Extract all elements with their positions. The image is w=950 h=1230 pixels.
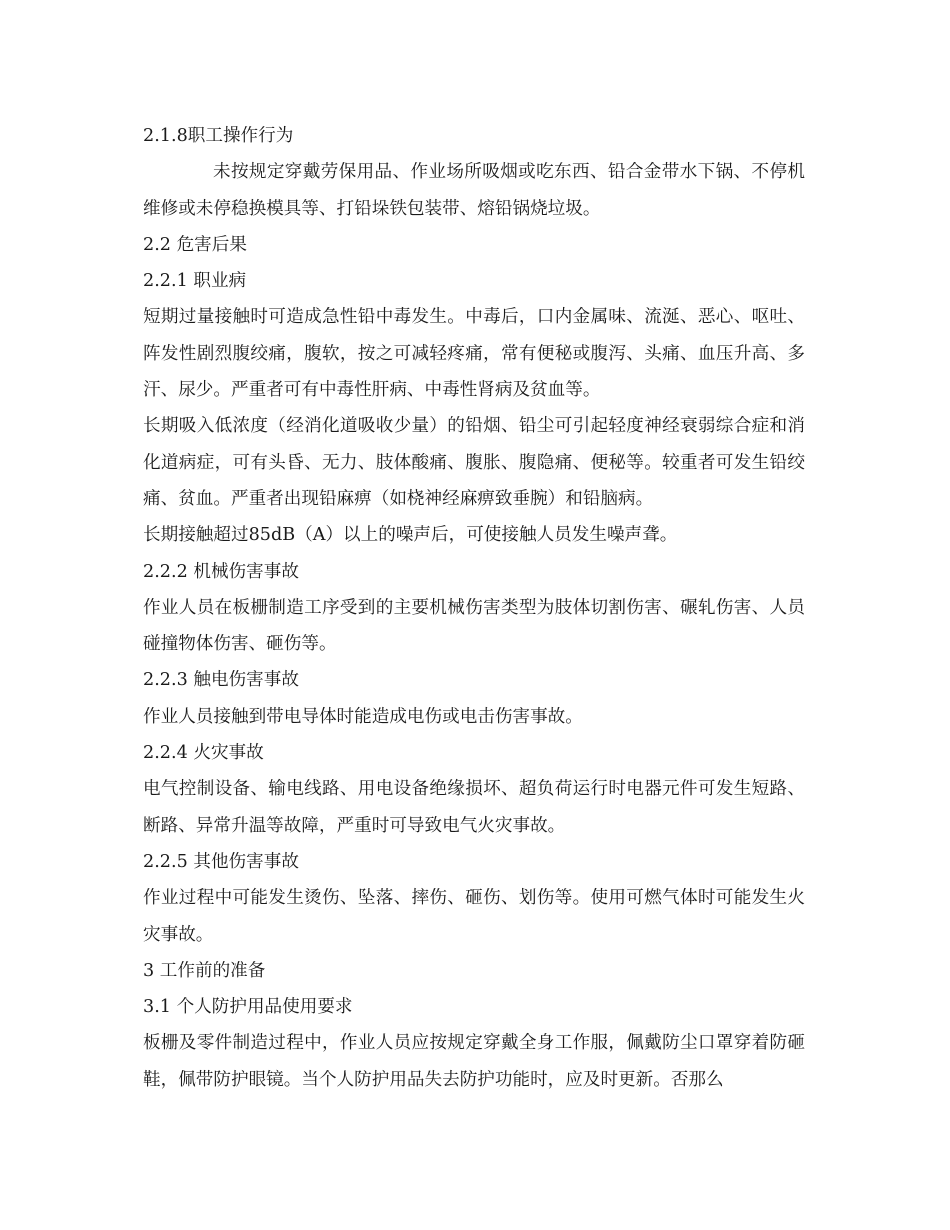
section-heading: 2.2.1 职业病 [143, 271, 247, 292]
section-heading: 2.2.5 其他伤害事故 [143, 851, 299, 872]
document-body [143, 118, 805, 1098]
paragraph: 作业人员在板栅制造工序受到的主要机械伤害类型为肢体切割伤害、碾轧伤害、人员碰撞物体伤害、砸伤等。 [143, 597, 805, 655]
section-heading: 3.1 个人防护用品使用要求 [143, 997, 353, 1018]
paragraph: 作业过程中可能发生烫伤、坠落、摔伤、砸伤、划伤等。使用可燃气体时可能发生火灾事故。 [143, 888, 805, 945]
section-heading: 2.1.8职工操作行为 [143, 126, 294, 146]
section-heading: 2.2.2 机械伤害事故 [143, 561, 299, 582]
paragraph: 板栅及零件制造过程中，作业人员应按规定穿戴全身工作服，佩戴防尘口罩穿着防砸鞋，佩带防护眼镜。当个人防护用品失去防护功能时，应及时更新。否那么 [143, 1033, 805, 1090]
section-heading: 3 工作前的准备 [143, 960, 266, 981]
paragraph: 短期过量接触时可造成急性铅中毒发生。中毒后，口内金属味、流涎、恶心、呕吐、阵发性剧烈腹绞痛，腹软，按之可减轻疼痛，常有便秘或腹泻、头痛、血压升高、多汗、尿少。严重者可有中毒性肝病、中毒性肾病及贫血等。 [143, 307, 805, 401]
paragraph: 作业人员接触到带电导体时能造成电伤或电击伤害事故。 [143, 706, 583, 727]
paragraph: 电气控制设备、输电线路、用电设备绝缘损坏、超负荷运行时电器元件可发生短路、断路、异常升温等故障，严重时可导致电气火灾事故。 [143, 779, 805, 836]
paragraph: 长期接触超过85dB（A）以上的噪声后，可使接触人员发生噪声聋。 [143, 525, 678, 546]
section-heading: 2.2.4 火灾事故 [143, 743, 264, 764]
paragraph: 长期吸入低浓度（经消化道吸收少量）的铅烟、铅尘可引起轻度神经衰弱综合症和消化道病症，可有头昏、无力、肢体酸痛、腹胀、腹隐痛、便秘等。较重者可发生铅绞痛、贫血。严重者出现铅麻痹（如桡神经麻痹致垂腕）和铅脑病。 [143, 416, 805, 509]
paragraph: 未按规定穿戴劳保用品、作业场所吸烟或吃东西、铅合金带水下锅、不停机维修或未停稳换模具等、打铅垛铁包装带、熔铅锅烧垃圾。 [143, 162, 805, 219]
section-heading: 2.2.3 触电伤害事故 [143, 670, 299, 691]
section-heading: 2.2 危害后果 [143, 234, 247, 255]
